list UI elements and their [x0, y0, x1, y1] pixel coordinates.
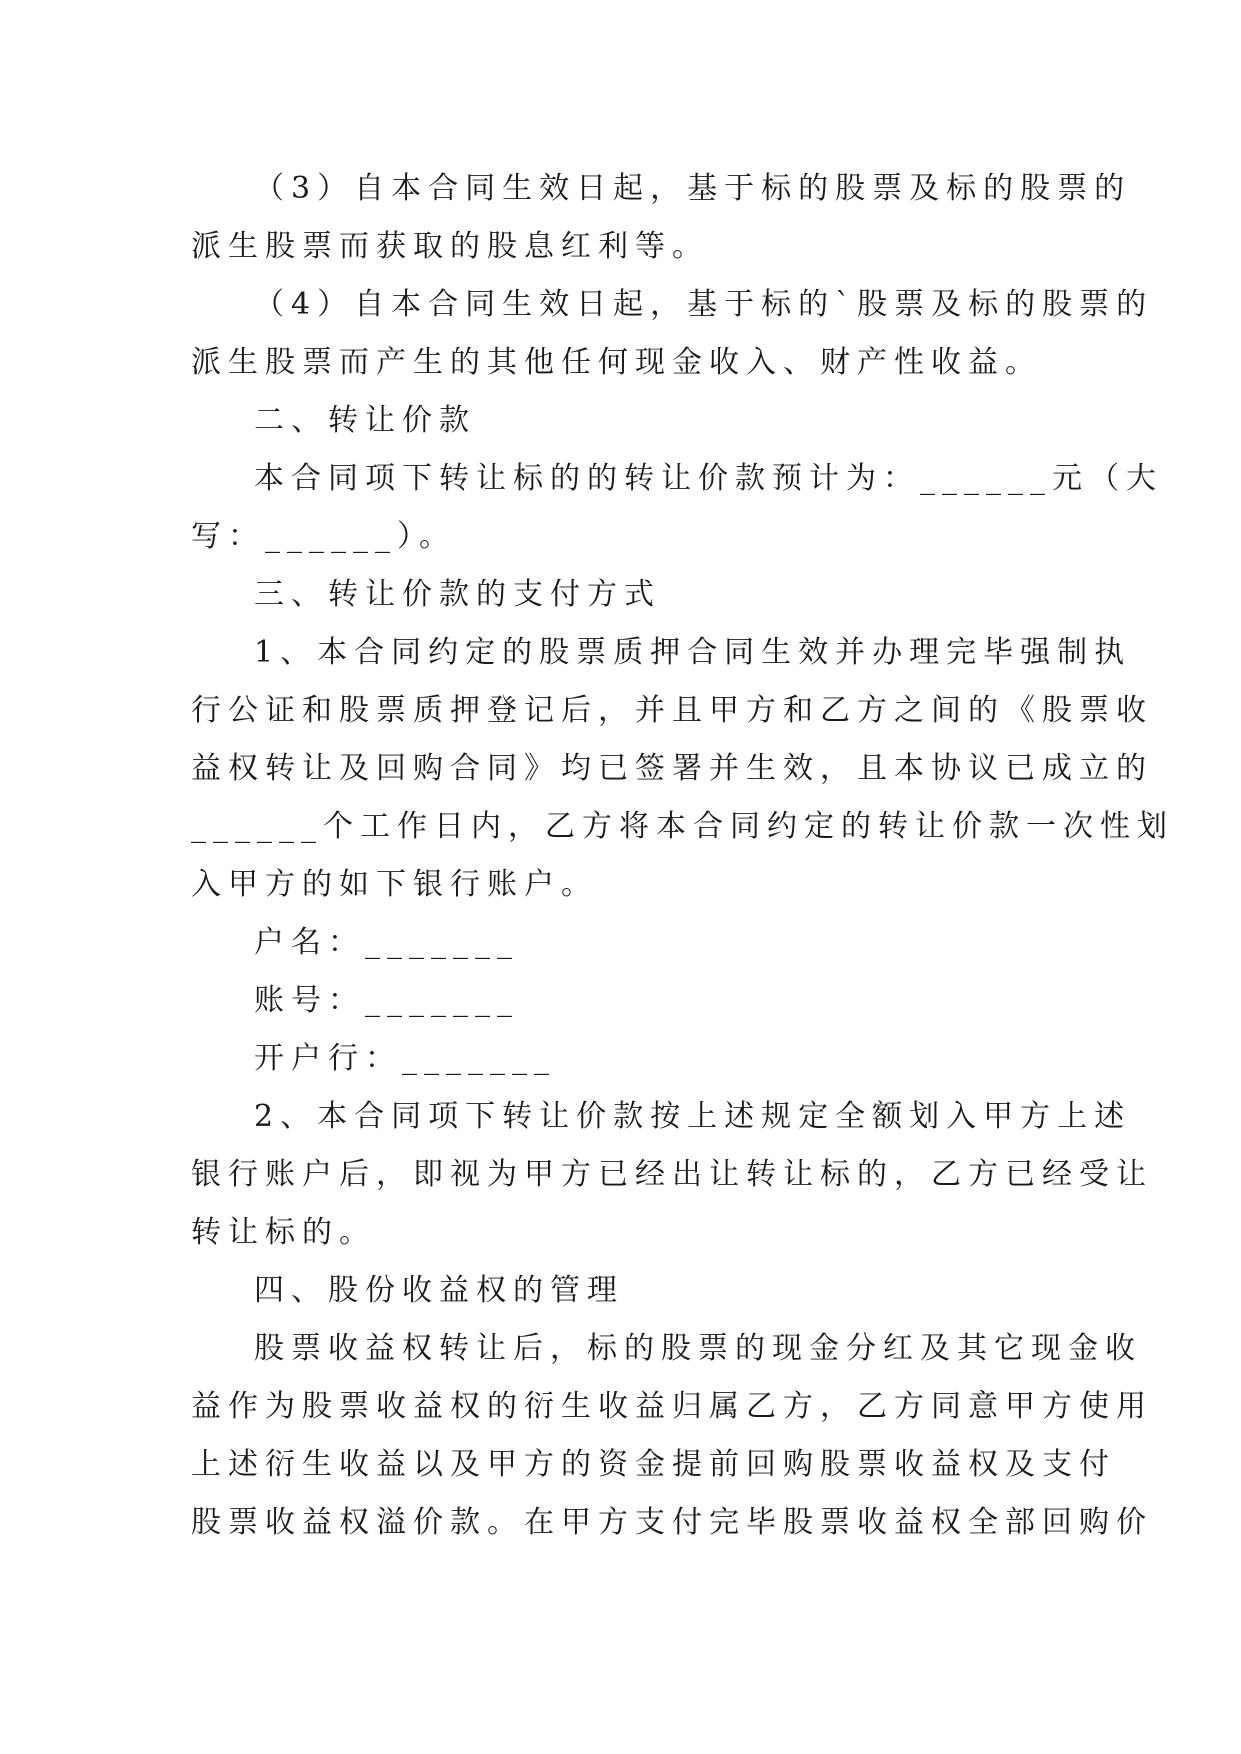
section-heading-transfer-price: 二、转让价款	[254, 403, 476, 438]
transfer-price-line-2	[191, 508, 1051, 566]
bank-row	[191, 1030, 1051, 1088]
capital-amount-label: 写：	[191, 519, 265, 554]
payment-clause-1-line-4-text: 个工作日内，乙方将本合同约定的转让价款一次性划	[323, 809, 1174, 844]
payment-clause-1-line-2: 行公证和股票质押登记后，并且甲方和乙方之间的《股票收	[191, 693, 1153, 728]
account-name-label: 户名：	[254, 925, 365, 960]
paragraph-3-line-2: 派生股票而获取的股息红利等。	[191, 229, 709, 264]
payment-clause-2-line-1: 2、本合同项下转让价款按上述规定全额划入甲方上述	[254, 1099, 1132, 1134]
management-paragraph-line-1: 股票收益权转让后，标的股票的现金分红及其它现金收	[254, 1331, 1142, 1366]
payment-clause-1-line-5: 入甲方的如下银行账户。	[191, 867, 598, 902]
account-number-blank: _______	[365, 983, 519, 1018]
paragraph-4-line-1: （4）自本合同生效日起，基于标的`股票及标的股票的	[254, 287, 1154, 322]
document-page	[191, 160, 1174, 1552]
account-name-row	[191, 914, 1051, 972]
payment-clause-2-line-2: 银行账户后，即视为甲方已经出让转让标的，乙方已经受让	[191, 1157, 1153, 1192]
transfer-price-amount-blank: ______	[920, 461, 1052, 496]
account-number-row	[191, 972, 1051, 1030]
working-days-blank: ______	[191, 809, 323, 844]
paragraph-3-line-1: （3）自本合同生效日起，基于标的股票及标的股票的	[254, 171, 1132, 206]
account-name-blank: _______	[365, 925, 519, 960]
section-heading-payment-method: 三、转让价款的支付方式	[254, 577, 661, 612]
account-number-label: 账号：	[254, 983, 365, 1018]
transfer-price-unit: 元（大	[1052, 461, 1163, 496]
transfer-price-text: 本合同项下转让标的的转让价款预计为：	[254, 461, 920, 496]
section-heading-income-rights-management: 四、股份收益权的管理	[254, 1273, 624, 1308]
payment-clause-2-line-3: 转让标的。	[191, 1215, 376, 1250]
management-paragraph-line-2: 益作为股票收益权的衍生收益归属乙方，乙方同意甲方使用	[191, 1389, 1153, 1424]
payment-clause-1-line-3: 益权转让及回购合同》均已签署并生效，且本协议已成立的	[191, 751, 1153, 786]
payment-clause-1-line-1: 1、本合同约定的股票质押合同生效并办理完毕强制执	[254, 635, 1132, 670]
payment-clause-1-line-4	[191, 798, 1174, 856]
management-paragraph-line-3: 上述衍生收益以及甲方的资金提前回购股票收益权及支付	[191, 1447, 1116, 1482]
capital-amount-blank: ______	[265, 519, 397, 554]
capital-amount-close: ）。	[397, 519, 456, 554]
bank-label: 开户行：	[254, 1041, 402, 1076]
paragraph-4-line-2: 派生股票而产生的其他任何现金收入、财产性收益。	[191, 345, 1042, 380]
transfer-price-line-1	[191, 450, 1163, 508]
management-paragraph-line-4: 股票收益权溢价款。在甲方支付完毕股票收益权全部回购价	[191, 1505, 1153, 1540]
bank-blank: _______	[402, 1041, 556, 1076]
